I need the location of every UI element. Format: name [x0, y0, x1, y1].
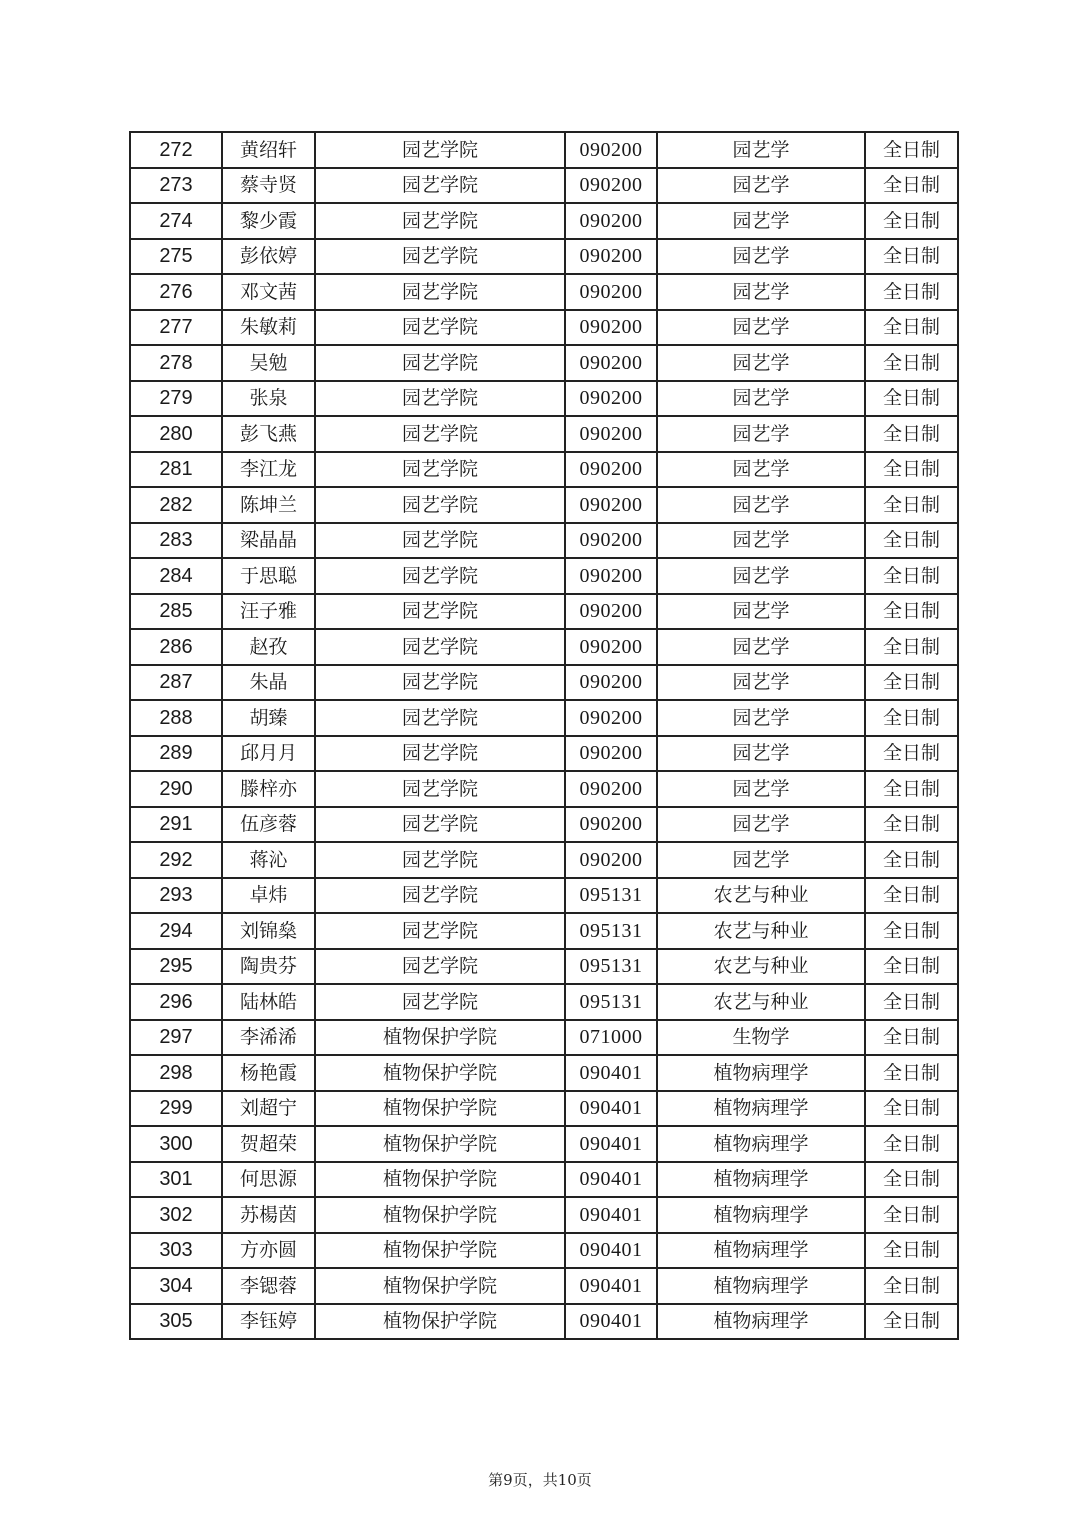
major-code-cell: 090200 [565, 736, 657, 772]
major-name-cell: 园艺学 [657, 381, 865, 417]
study-mode-cell: 全日制 [865, 594, 958, 630]
table-row [130, 878, 958, 914]
major-name-cell: 植物病理学 [657, 1268, 865, 1304]
name-cell: 何思源 [222, 1162, 315, 1198]
table-row [130, 416, 958, 452]
table-row [130, 558, 958, 594]
table-row [130, 1233, 958, 1269]
study-mode-cell: 全日制 [865, 700, 958, 736]
name-cell: 于思聪 [222, 558, 315, 594]
serial-number-cell: 282 [130, 487, 222, 523]
college-cell: 园艺学院 [315, 452, 565, 488]
table-row [130, 452, 958, 488]
major-name-cell: 生物学 [657, 1020, 865, 1056]
major-code-cell: 090401 [565, 1055, 657, 1091]
major-code-cell: 090401 [565, 1197, 657, 1233]
table-row [130, 487, 958, 523]
name-cell: 卓炜 [222, 878, 315, 914]
college-cell: 园艺学院 [315, 665, 565, 701]
major-name-cell: 园艺学 [657, 345, 865, 381]
major-name-cell: 植物病理学 [657, 1126, 865, 1162]
table-body [130, 132, 958, 1339]
serial-number-cell: 275 [130, 239, 222, 275]
college-cell: 园艺学院 [315, 558, 565, 594]
college-cell: 园艺学院 [315, 842, 565, 878]
major-name-cell: 园艺学 [657, 416, 865, 452]
major-code-cell: 090200 [565, 558, 657, 594]
study-mode-cell: 全日制 [865, 274, 958, 310]
college-cell: 园艺学院 [315, 274, 565, 310]
serial-number-cell: 287 [130, 665, 222, 701]
table-row [130, 807, 958, 843]
serial-number-cell: 277 [130, 310, 222, 346]
study-mode-cell: 全日制 [865, 629, 958, 665]
major-name-cell: 植物病理学 [657, 1091, 865, 1127]
table-row [130, 665, 958, 701]
college-cell: 园艺学院 [315, 807, 565, 843]
serial-number-cell: 274 [130, 203, 222, 239]
major-code-cell: 090200 [565, 771, 657, 807]
name-cell: 方亦圆 [222, 1233, 315, 1269]
table-row [130, 629, 958, 665]
college-cell: 园艺学院 [315, 913, 565, 949]
major-name-cell: 植物病理学 [657, 1055, 865, 1091]
major-name-cell: 园艺学 [657, 168, 865, 204]
name-cell: 彭飞燕 [222, 416, 315, 452]
name-cell: 朱敏莉 [222, 310, 315, 346]
major-code-cell: 095131 [565, 878, 657, 914]
major-code-cell: 090200 [565, 452, 657, 488]
serial-number-cell: 292 [130, 842, 222, 878]
serial-number-cell: 272 [130, 132, 222, 168]
college-cell: 园艺学院 [315, 984, 565, 1020]
name-cell: 邱月月 [222, 736, 315, 772]
college-cell: 植物保护学院 [315, 1268, 565, 1304]
college-cell: 园艺学院 [315, 345, 565, 381]
name-cell: 滕梓亦 [222, 771, 315, 807]
study-mode-cell: 全日制 [865, 487, 958, 523]
major-name-cell: 园艺学 [657, 594, 865, 630]
major-code-cell: 090200 [565, 665, 657, 701]
table-row [130, 842, 958, 878]
major-name-cell: 园艺学 [657, 523, 865, 559]
serial-number-cell: 276 [130, 274, 222, 310]
major-name-cell: 园艺学 [657, 629, 865, 665]
serial-number-cell: 293 [130, 878, 222, 914]
major-code-cell: 071000 [565, 1020, 657, 1056]
study-mode-cell: 全日制 [865, 523, 958, 559]
study-mode-cell: 全日制 [865, 1268, 958, 1304]
major-name-cell: 园艺学 [657, 700, 865, 736]
table-row [130, 771, 958, 807]
name-cell: 贺超荣 [222, 1126, 315, 1162]
major-code-cell: 090200 [565, 594, 657, 630]
college-cell: 园艺学院 [315, 416, 565, 452]
major-name-cell: 农艺与种业 [657, 913, 865, 949]
major-code-cell: 090200 [565, 523, 657, 559]
name-cell: 李浠浠 [222, 1020, 315, 1056]
major-code-cell: 090401 [565, 1091, 657, 1127]
table-row [130, 203, 958, 239]
major-name-cell: 植物病理学 [657, 1233, 865, 1269]
serial-number-cell: 288 [130, 700, 222, 736]
serial-number-cell: 284 [130, 558, 222, 594]
study-mode-cell: 全日制 [865, 771, 958, 807]
table-row [130, 984, 958, 1020]
serial-number-cell: 281 [130, 452, 222, 488]
serial-number-cell: 305 [130, 1304, 222, 1340]
major-code-cell: 090200 [565, 310, 657, 346]
major-name-cell: 园艺学 [657, 310, 865, 346]
college-cell: 园艺学院 [315, 310, 565, 346]
name-cell: 刘超宁 [222, 1091, 315, 1127]
table-row [130, 1091, 958, 1127]
name-cell: 邓文茜 [222, 274, 315, 310]
study-mode-cell: 全日制 [865, 452, 958, 488]
table-row [130, 168, 958, 204]
study-mode-cell: 全日制 [865, 132, 958, 168]
major-code-cell: 090200 [565, 345, 657, 381]
name-cell: 胡臻 [222, 700, 315, 736]
study-mode-cell: 全日制 [865, 558, 958, 594]
serial-number-cell: 303 [130, 1233, 222, 1269]
serial-number-cell: 278 [130, 345, 222, 381]
name-cell: 梁晶晶 [222, 523, 315, 559]
name-cell: 陈坤兰 [222, 487, 315, 523]
study-mode-cell: 全日制 [865, 1020, 958, 1056]
table-row [130, 949, 958, 985]
serial-number-cell: 273 [130, 168, 222, 204]
college-cell: 园艺学院 [315, 878, 565, 914]
name-cell: 李钰婷 [222, 1304, 315, 1340]
name-cell: 伍彦蓉 [222, 807, 315, 843]
name-cell: 蒋沁 [222, 842, 315, 878]
table-row [130, 700, 958, 736]
table-row [130, 913, 958, 949]
major-name-cell: 农艺与种业 [657, 984, 865, 1020]
major-name-cell: 园艺学 [657, 452, 865, 488]
major-code-cell: 090200 [565, 274, 657, 310]
major-name-cell: 园艺学 [657, 274, 865, 310]
major-code-cell: 090200 [565, 168, 657, 204]
college-cell: 园艺学院 [315, 168, 565, 204]
study-mode-cell: 全日制 [865, 807, 958, 843]
major-name-cell: 农艺与种业 [657, 949, 865, 985]
study-mode-cell: 全日制 [865, 416, 958, 452]
name-cell: 陶贵芬 [222, 949, 315, 985]
serial-number-cell: 299 [130, 1091, 222, 1127]
study-mode-cell: 全日制 [865, 1304, 958, 1340]
serial-number-cell: 285 [130, 594, 222, 630]
college-cell: 植物保护学院 [315, 1020, 565, 1056]
name-cell: 陆林皓 [222, 984, 315, 1020]
name-cell: 赵孜 [222, 629, 315, 665]
study-mode-cell: 全日制 [865, 1126, 958, 1162]
major-name-cell: 园艺学 [657, 203, 865, 239]
name-cell: 杨艳霞 [222, 1055, 315, 1091]
college-cell: 植物保护学院 [315, 1055, 565, 1091]
major-code-cell: 090200 [565, 700, 657, 736]
major-code-cell: 090200 [565, 487, 657, 523]
table-row [130, 523, 958, 559]
major-name-cell: 园艺学 [657, 487, 865, 523]
serial-number-cell: 295 [130, 949, 222, 985]
major-code-cell: 090401 [565, 1233, 657, 1269]
table-row [130, 1162, 958, 1198]
name-cell: 黎少霞 [222, 203, 315, 239]
table-row [130, 594, 958, 630]
serial-number-cell: 289 [130, 736, 222, 772]
name-cell: 蔡寺贤 [222, 168, 315, 204]
name-cell: 刘锦燊 [222, 913, 315, 949]
table-row [130, 239, 958, 275]
study-mode-cell: 全日制 [865, 736, 958, 772]
study-mode-cell: 全日制 [865, 310, 958, 346]
major-name-cell: 园艺学 [657, 239, 865, 275]
table-row [130, 1055, 958, 1091]
major-code-cell: 090401 [565, 1268, 657, 1304]
college-cell: 植物保护学院 [315, 1126, 565, 1162]
college-cell: 园艺学院 [315, 487, 565, 523]
serial-number-cell: 297 [130, 1020, 222, 1056]
study-mode-cell: 全日制 [865, 984, 958, 1020]
table-row [130, 1197, 958, 1233]
table-row [130, 1020, 958, 1056]
college-cell: 园艺学院 [315, 594, 565, 630]
study-mode-cell: 全日制 [865, 1233, 958, 1269]
name-cell: 朱晶 [222, 665, 315, 701]
college-cell: 园艺学院 [315, 381, 565, 417]
name-cell: 李锶蓉 [222, 1268, 315, 1304]
page-number-footer: 第9页，共10页 [488, 1471, 592, 1489]
study-mode-cell: 全日制 [865, 203, 958, 239]
major-code-cell: 095131 [565, 949, 657, 985]
major-code-cell: 090200 [565, 132, 657, 168]
major-code-cell: 090200 [565, 203, 657, 239]
study-mode-cell: 全日制 [865, 1091, 958, 1127]
name-cell: 汪子雅 [222, 594, 315, 630]
admission-list-table [129, 131, 959, 1340]
college-cell: 园艺学院 [315, 700, 565, 736]
major-name-cell: 园艺学 [657, 132, 865, 168]
serial-number-cell: 291 [130, 807, 222, 843]
study-mode-cell: 全日制 [865, 842, 958, 878]
study-mode-cell: 全日制 [865, 1197, 958, 1233]
major-name-cell: 园艺学 [657, 665, 865, 701]
college-cell: 园艺学院 [315, 239, 565, 275]
name-cell: 张泉 [222, 381, 315, 417]
serial-number-cell: 283 [130, 523, 222, 559]
serial-number-cell: 279 [130, 381, 222, 417]
major-code-cell: 090200 [565, 381, 657, 417]
college-cell: 园艺学院 [315, 523, 565, 559]
major-name-cell: 园艺学 [657, 842, 865, 878]
college-cell: 园艺学院 [315, 132, 565, 168]
serial-number-cell: 286 [130, 629, 222, 665]
major-name-cell: 园艺学 [657, 771, 865, 807]
study-mode-cell: 全日制 [865, 1055, 958, 1091]
serial-number-cell: 290 [130, 771, 222, 807]
major-name-cell: 农艺与种业 [657, 878, 865, 914]
table-row [130, 345, 958, 381]
major-name-cell: 园艺学 [657, 807, 865, 843]
serial-number-cell: 294 [130, 913, 222, 949]
college-cell: 植物保护学院 [315, 1233, 565, 1269]
major-code-cell: 095131 [565, 913, 657, 949]
study-mode-cell: 全日制 [865, 949, 958, 985]
major-code-cell: 090200 [565, 416, 657, 452]
college-cell: 植物保护学院 [315, 1091, 565, 1127]
study-mode-cell: 全日制 [865, 239, 958, 275]
name-cell: 吴勉 [222, 345, 315, 381]
name-cell: 黄绍轩 [222, 132, 315, 168]
serial-number-cell: 302 [130, 1197, 222, 1233]
study-mode-cell: 全日制 [865, 913, 958, 949]
name-cell: 苏楊茵 [222, 1197, 315, 1233]
study-mode-cell: 全日制 [865, 168, 958, 204]
major-code-cell: 090401 [565, 1162, 657, 1198]
college-cell: 园艺学院 [315, 771, 565, 807]
serial-number-cell: 301 [130, 1162, 222, 1198]
serial-number-cell: 300 [130, 1126, 222, 1162]
college-cell: 园艺学院 [315, 736, 565, 772]
name-cell: 彭依婷 [222, 239, 315, 275]
college-cell: 园艺学院 [315, 629, 565, 665]
major-code-cell: 090200 [565, 842, 657, 878]
table-row [130, 274, 958, 310]
study-mode-cell: 全日制 [865, 878, 958, 914]
college-cell: 园艺学院 [315, 203, 565, 239]
table-row [130, 736, 958, 772]
college-cell: 植物保护学院 [315, 1304, 565, 1340]
study-mode-cell: 全日制 [865, 1162, 958, 1198]
major-name-cell: 园艺学 [657, 736, 865, 772]
serial-number-cell: 296 [130, 984, 222, 1020]
table-row [130, 132, 958, 168]
study-mode-cell: 全日制 [865, 345, 958, 381]
serial-number-cell: 298 [130, 1055, 222, 1091]
college-cell: 植物保护学院 [315, 1162, 565, 1198]
table-row [130, 1304, 958, 1340]
major-name-cell: 植物病理学 [657, 1197, 865, 1233]
serial-number-cell: 304 [130, 1268, 222, 1304]
table-row [130, 310, 958, 346]
major-code-cell: 090200 [565, 807, 657, 843]
table-row [130, 1268, 958, 1304]
major-code-cell: 090200 [565, 629, 657, 665]
study-mode-cell: 全日制 [865, 665, 958, 701]
name-cell: 李江龙 [222, 452, 315, 488]
major-name-cell: 植物病理学 [657, 1304, 865, 1340]
college-cell: 植物保护学院 [315, 1197, 565, 1233]
major-name-cell: 植物病理学 [657, 1162, 865, 1198]
major-code-cell: 095131 [565, 984, 657, 1020]
study-mode-cell: 全日制 [865, 381, 958, 417]
table-row [130, 1126, 958, 1162]
major-code-cell: 090200 [565, 239, 657, 275]
major-code-cell: 090401 [565, 1126, 657, 1162]
major-name-cell: 园艺学 [657, 558, 865, 594]
table-row [130, 381, 958, 417]
major-code-cell: 090401 [565, 1304, 657, 1340]
serial-number-cell: 280 [130, 416, 222, 452]
college-cell: 园艺学院 [315, 949, 565, 985]
